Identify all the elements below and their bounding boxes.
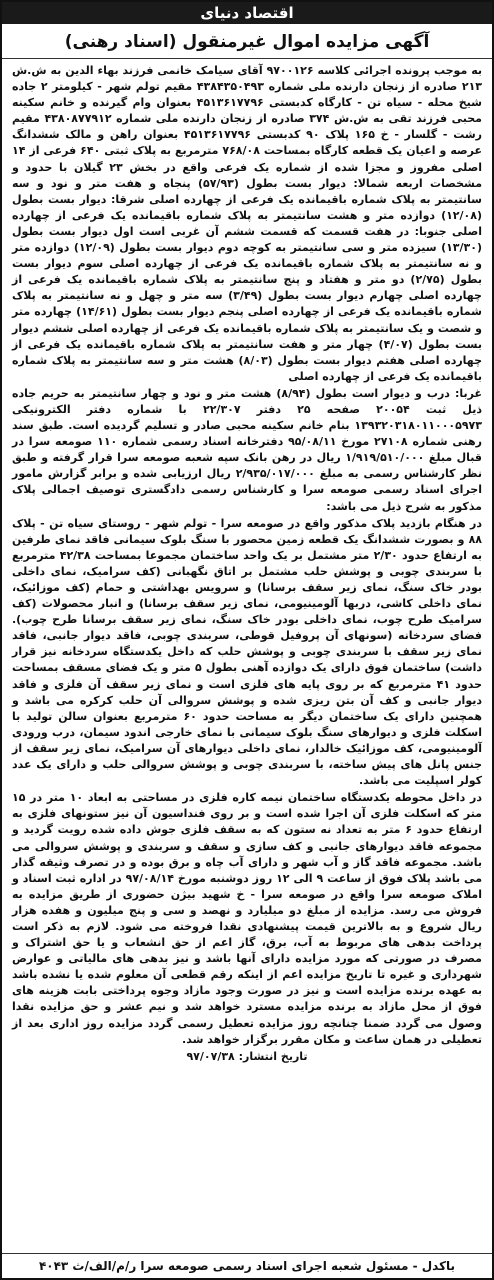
notice-paragraph: در داخل محوطه یکدستگاه ساختمان نیمه کاره فلزی در مساحتی به ابعاد ۱۰ متر در ۱۵ متر که اسکلت فلزی آن اجرا شده است و بر روی فنداسیون آن نیز ستونهای فلزی به ارتفاع حدود ۶ متر به تعداد نه ستون که به سقف فلزی جوش داده شده رویت گردید و مجموعه فاقد دیوارهای جانبی و کف سازی و سقف و سربندی و پوشش سروالی می باشد. مجموعه فاقد گاز و آب شهر و دارای آب چاه و برق بوده و در تصرف وثیقه گذار می باشد پلاک فوق از ساعت ۹ الی ۱۲ روز دوشنبه مورخ ۹۷/۰۸/۱۴ در اداره ثبت اسناد و املاک صومعه سرا واقع در صومعه سرا - خ شهید بیژن حضوری از طریق مزایده به فروش می رسد. مزایده از مبلغ دو میلیارد و نهصد و سی و پنج میلیون و هفده هزار ریال شروع و به بالاترین قیمت پیشنهادی نقدا فروخته می شود. لازم به ذکر است پرداخت بدهی های مربوط به آب، برق، گاز اعم از حق انشعاب و یا حق اشتراک و مصرف در صورتی که مورد مزایده دارای آنها باشد و نیز بدهی های مالیاتی و عوارض شهرداری و غیره تا تاریخ مزایده اعم از اینکه رقم قطعی آن معلوم شده یا نشده باشد به عهده برنده مزایده است و نیز در صورت وجود مازاد وجوه پرداختی بابت هزینه های فوق از محل مازاد به برنده مزایده مسترد خواهد شد و نیم عشر و حق مزایده نقدا وصول می گردد ضمنا چنانچه روز مزایده تعطیل رسمی گردد مزایده روز اداری بعد از تعطیلی در همان ساعت و مکان مقرر برگزار خواهد شد. <box>12 791 483 1046</box>
notice-title: آگهی مزایده اموال غیرمنقول (اسناد رهنی) <box>2 24 492 59</box>
notice-signature: باکدل - مسئول شعبه اجرای اسناد رسمی صومعه سرا ر/م/الف/ث ۴۰۴۳ <box>2 1253 492 1278</box>
notice-paragraph: در هنگام بازدید پلاک مذکور واقع در صومعه سرا - تولم شهر - روستای سیاه تن - پلاک ۸۸ و بصورت ششدانگ یک قطعه زمین محصور با سنگ بلوک سیمانی فاقد نمای طرفین به ارتفاع حدود ۲/۳۰ متر مشتمل بر یک واحد ساختمان مجموعا بمساحت ۴۲/۳۸ مترمربع با سربندی چوبی و پوشش حلب مشتمل بر اتاق نگهبانی (کف سرامیک، نمای داخلی بودر خاک سنگ، نمای زیر سقف برسانا) و سرویس بهداشتی و حمام (کف موزائیک، نمای داخلی کاشی، دربها آلومینیومی، نمای زیر سقف برسانا) و انبار محصولات (کف سرامیک طرح چوب، نمای داخلی بودر خاک سنگ، نمای زیر سقف برسانا طرح چوب). فضای سردخانه (سونهای آن پروفیل قوطی، سربندی چوبی، فاقد دیوار جانبی، فاقد نمای زیر سقف با سربندی چوبی و پوشش حلب که داخل یکدستگاه سردخانه نیز قرار داشت) ساختمان فوق دارای یک دوازده آهنی بطول ۵ متر و یک فضای مسقف بمساحت حدود ۴۱ مترمربع که بر روی پایه های فلزی است و نمای زیر سقف آن فلزی و فاقد دیوار جانبی و کف آن بتن ریزی شده و پوشش سروالی آن حلب کرکره می باشد و همچنین دارای یک ساختمان دیگر به مساحت حدود ۶۰ مترمربع بعنوان سالن تولید با اسکلت فلزی و دیوارهای سنگ بلوک سیمانی با نمای خارجی اندود سیمان، درب ورودی آلومینیومی، کف موزائیک خالدار، نمای داخلی دیوارهای آن سرامیک، نمای زیر سقف از جنس پانل های پیش ساخته، با سربندی چوبی و پوشش سروالی حلب و دارای یک عدد کولر اسپلیت می باشد. <box>12 516 482 788</box>
notice-paragraph: غربا: درب و دیوار است بطول (۸/۹۴) هشت متر و نود و چهار سانتیمتر به حریم جاده ذیل ثبت ۲۰۰۵۴ صفحه ۲۵ دفتر ۲۲/۳۰۷ با شماره دفتر الکترونیکی ۱۳۹۳۲۰۳۱۸۰۱۱۰۰۰۵۹۷۳ بنام خانم سکینه محبی صادر و تسلیم گردیده است. طبق سند رهنی شماره ۲۷۱۰۸ مورخ ۹۵/۰۸/۱۱ دفترخانه اسناد رسمی شماره ۱۱۰ صومعه سرا در قبال مبلغ ۱/۹۱۹/۵۱۰/۰۰۰ ریال در رهن بانک سپه شعبه صومعه سرا قرار گرفته و طبق نظر کارشناس رسمی به مبلغ ۲/۹۳۵/۰۱۷/۰۰۰ ریال ارزیابی شده و برابر گزارش مامور اجرای اسناد رسمی صومعه سرا و کارشناس رسمی دادگستری توصیف اجمالی پلاک مذکور به شرح ذیل می باشد: <box>12 386 483 513</box>
publication-date: تاریخ انتشار: ۹۷/۰۷/۳۸ <box>186 1049 308 1063</box>
notice-body <box>2 59 492 1243</box>
notice-paragraph: به موجب پرونده اجرائی کلاسه ۹۷۰۰۱۲۶ آقای سیامک خانمی فرزند بهاء الدین به ش.ش ۲۱۳ صادره از زنجان دارنده ملی شماره ۴۳۸۴۳۵۰۴۹۳ مقیم تولم شهر - کیلومتر ۲ جاده شیخ محله - سیاه تن - کارگاه کدبستی ۴۵۱۳۶۱۷۷۹۶ بعنوان وام گیرنده و خانم سکینه محبی فرزند تقی به ش.ش ۳۷۴ صادره از زنجان دارنده ملی شماره ۴۳۸۰۸۷۷۹۱۲ مقیم رشت - گلسار - خ ۱۶۵ پلاک ۹۰ کدبستی ۴۵۱۳۶۱۷۷۹۶ بعنوان راهن و مالک ششدانگ عرصه و اعیان یک قطعه کارگاه بمساحت ۷۶۸/۰۸ مترمربع به پلاک ثبتی ۶۴۰ فرعی از ۱۴ اصلی مفروز و مجزا شده از شماره یک فرعی واقع در بخش ۲۳ گیلان با حدود و مشخصات اربعه شمالا: دیوار بست بطول (۵۷/۹۳) پنجاه و هفت متر و نود و سه سانتیمتر به پلاک شماره باقیمانده یک فرعی از چهارده اصلی شرقا: دیوار بست بطول (۱۲/۰۸) دوازده متر و هشت سانتیمتر به پلاک شماره باقیمانده یک فرعی از چهارده اصلی جنوبا: در هفت قسمت که قسمت ششم آن غربی است اول دیوار بست بطول (۱۳/۳۰) سیزده متر و سی سانتیمتر به کوچه دوم دیوار بست بطول (۱۲/۰۹) دوازده متر و نه سانتیمتر به پلاک شماره باقیمانده یک فرعی از چهارده اصلی سوم دیوار بست بطول (۲/۷۵) دو متر و هفتاد و پنج سانتیمتر به پلاک شماره باقیمانده یک فرعی از چهارده اصلی چهارم دیوار بست بطول (۳/۴۹) سه متر و چهل و نه سانتیمتر به پلاک شماره باقیمانده یک فرعی از چهارده اصلی پنجم دیوار بست بطول (۱۴/۶۱) چهارده متر و شصت و یک سانتیمتر به پلاک شماره باقیمانده یک فرعی از چهارده اصلی ششم دیوار بست بطول (۴/۰۷) چهار متر و هفت سانتیمتر به پلاک شماره باقیمانده یک فرعی از چهارده اصلی هفتم دیوار بست بطول (۸/۰۳) هشت متر و سه سانتیمتر به پلاک شماره باقیمانده یک فرعی از چهارده اصلی <box>12 64 483 383</box>
newspaper-banner: اقتصاد دنیای <box>2 2 492 24</box>
